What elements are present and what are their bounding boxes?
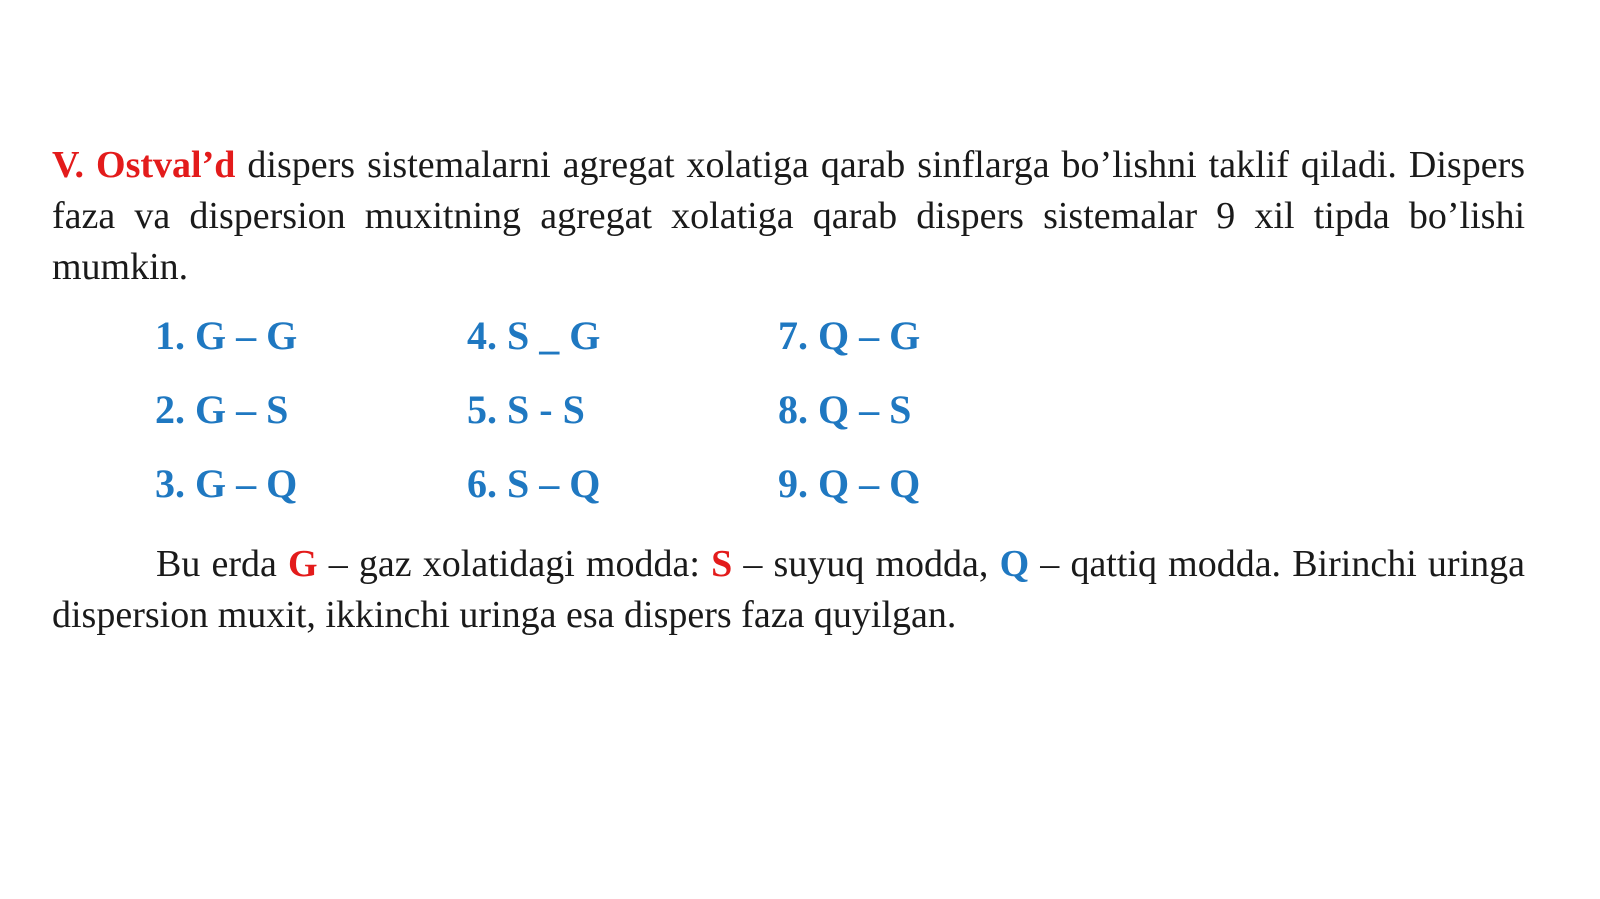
intro-paragraph bbox=[52, 140, 1525, 293]
legend-prefix: Bu erda bbox=[156, 543, 289, 585]
combination-item-3: 3. G – Q bbox=[155, 461, 298, 506]
legend-q-text: – qattiq modda. Birinchi uringa dispersion muxit, ikkinchi uringa esa dispers faza quyilgan. bbox=[52, 543, 1525, 636]
combination-item-2: 2. G – S bbox=[155, 387, 289, 432]
combination-item-4: 4. S _ G bbox=[467, 313, 601, 358]
combination-item-8: 8. Q – S bbox=[778, 387, 912, 432]
legend-s-text: – suyuq modda, bbox=[732, 543, 1000, 585]
combination-item-1: 1. G – G bbox=[155, 313, 298, 358]
legend-paragraph bbox=[52, 539, 1525, 641]
intro-text: dispers sistemalarni agregat xolatiga qarab sinflarga bo’lishni taklif qiladi. Dispers faza va dispersion muxitning agregat xolatiga qarab dispers sistemalar 9 xil tipda bo’lishi mumkin. bbox=[52, 144, 1526, 288]
combination-item-6: 6. S – Q bbox=[467, 461, 601, 506]
legend-g-text: – gaz xolatidagi modda: bbox=[317, 543, 712, 585]
legend-g-letter: G bbox=[288, 543, 318, 585]
author-name: V. Ostval’d bbox=[52, 144, 236, 186]
combination-item-5: 5. S - S bbox=[467, 387, 585, 432]
legend-s-letter: S bbox=[711, 543, 733, 585]
combination-item-7: 7. Q – G bbox=[778, 313, 921, 358]
combination-item-9: 9. Q – Q bbox=[778, 461, 921, 506]
legend-q-letter: Q bbox=[999, 543, 1030, 585]
combination-grid bbox=[155, 314, 935, 524]
